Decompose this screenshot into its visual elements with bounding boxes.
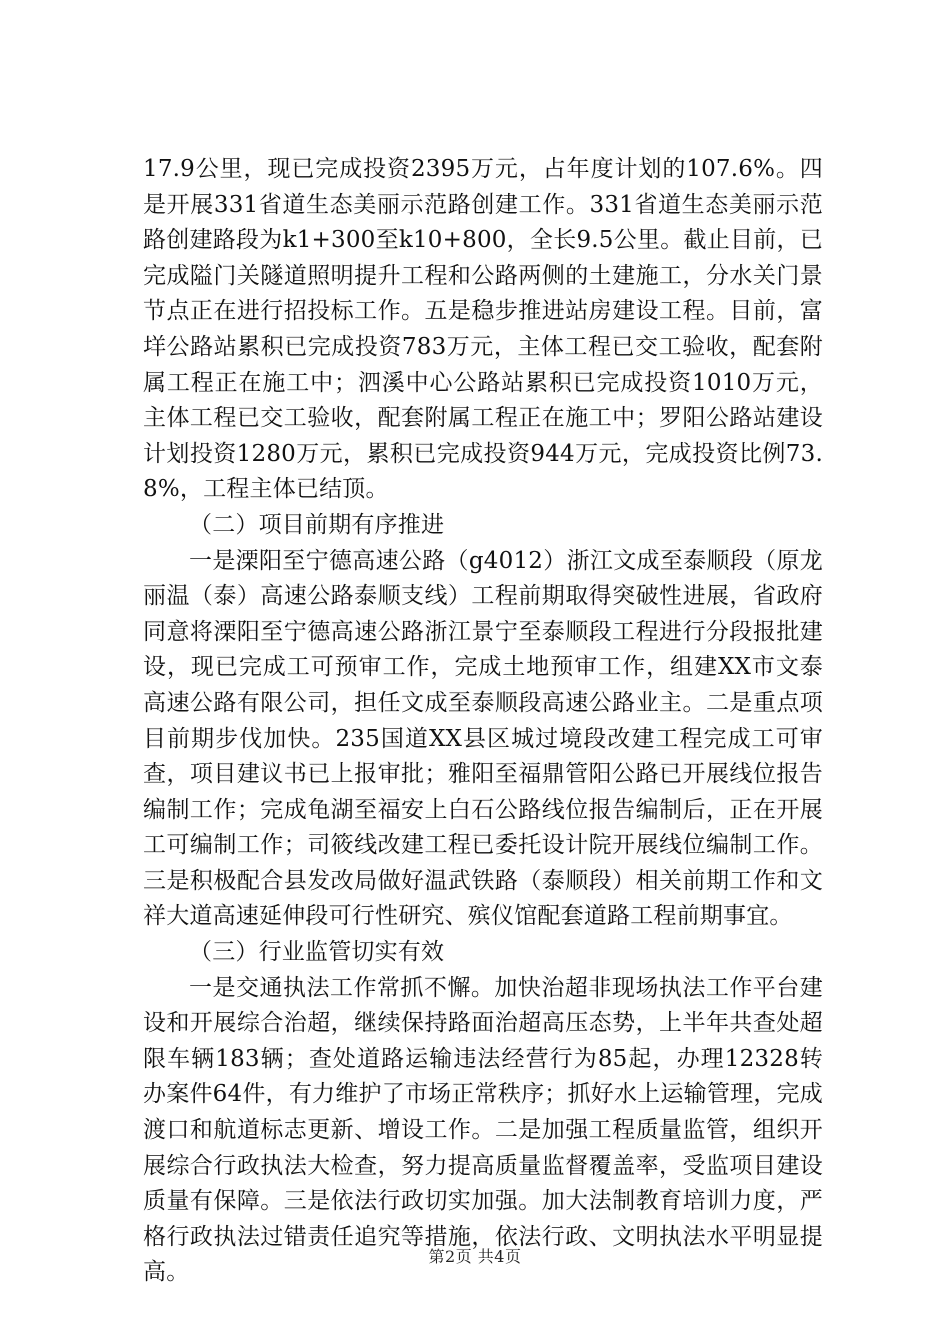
document-body (143, 152, 823, 1291)
paragraph-investment-progress: 17.9公里，现已完成投资2395万元，占年度计划的107.6%。四是开展331省道生态美丽示范路创建工作。331省道生态美丽示范路创建路段为k1+300至k10+800，全长9.5公里。截止目前，已完成隘门关隧道照明提升工程和公路两侧的土建施工，分水关门景节点正在进行招投标工作。五是稳步推进站房建设工程。目前，富垟公路站累积已完成投资783万元，主体工程已交工验收，配套附属工程正在施工中；泗溪中心公路站累积已完成投资1010万元，主体工程已交工验收，配套附属工程正在施工中；罗阳公路站建设计划投资1280万元，累积已完成投资944万元，完成投资比例73.8%，工程主体已结顶。 (143, 156, 823, 503)
page-footer (0, 1244, 950, 1267)
page-number-label: 第2页 共4页 (428, 1247, 522, 1266)
paragraph-industry-supervision: 一是交通执法工作常抓不懈。加快治超非现场执法工作平台建设和开展综合治超，继续保持路面治超高压态势，上半年共查处超限车辆183辆；查处道路运输违法经营行为85起，办理12328转办案件64件，有力维护了市场正常秩序；抓好水上运输管理，完成渡口和航道标志更新、增设工作。二是加强工程质量监管，组织开展综合行政执法大检查，努力提高质量监督覆盖率，受监项目建设质量有保障。三是依法行政切实加强。加大法制教育培训力度，严格行政执法过错责任追究等措施，依法行政、文明执法水平明显提高。 (143, 974, 823, 1286)
section-heading-industry-supervision: （三）行业监管切实有效 (189, 939, 445, 966)
paragraph-project-preparation: 一是溧阳至宁德高速公路（g4012）浙江文成至泰顺段（原龙丽温（泰）高速公路泰顺支线）工程前期取得突破性进展，省政府同意将溧阳至宁德高速公路浙江景宁至泰顺段工程进行分段报批建设，现已完成工可预审工作，完成土地预审工作，组建XX市文泰高速公路有限公司，担任文成至泰顺段高速公路业主。二是重点项目前期步伐加快。235国道XX县区城过境段改建工程完成工可审查，项目建议书已上报审批；雅阳至福鼎管阳公路已开展线位报告编制工作；完成龟湖至福安上白石公路线位报告编制后，正在开展工可编制工作；司筱线改建工程已委托设计院开展线位编制工作。三是积极配合县发改局做好温武铁路（泰顺段）相关前期工作和文祥大道高速延伸段可行性研究、殡仪馆配套道路工程前期事宜。 (143, 547, 823, 930)
section-heading-project-preparation: （二）项目前期有序推进 (189, 511, 445, 538)
